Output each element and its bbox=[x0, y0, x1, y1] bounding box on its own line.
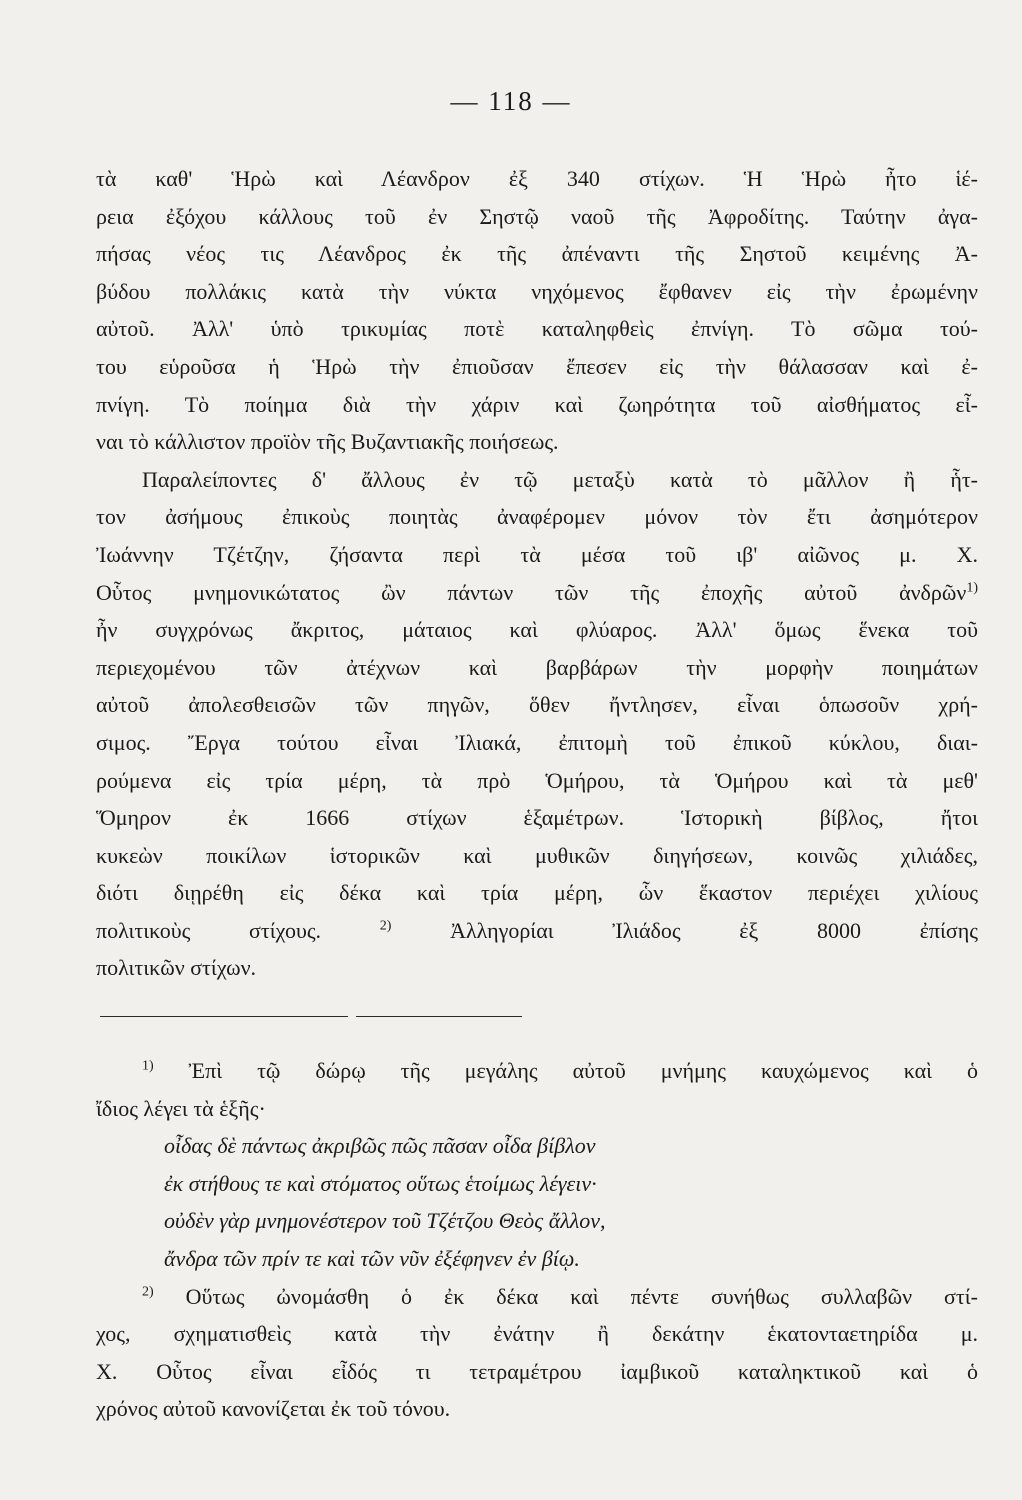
text-line-with-footnote bbox=[96, 912, 978, 950]
footnote-ref-1: 1) bbox=[966, 580, 978, 596]
text-line: ἦν συγχρόνως ἄκριτος, μάταιος καὶ φλύαρος. Ἀλλ' ὅμως ἕνεκα τοῦ bbox=[96, 617, 978, 643]
text-line: κυκεὼν ποικίλων ἱστορικῶν καὶ μυθικῶν διηγήσεων, κοινῶς χιλιάδες, bbox=[96, 842, 978, 868]
verse-line: ἐκ στήθους τε καὶ στόματος οὕτως ἑτοίμως λέγειν· bbox=[164, 1170, 597, 1196]
page-number: — 118 — bbox=[450, 86, 572, 116]
footnote-2-line: χος, σχηματισθεὶς κατὰ τὴν ἐνάτην ἢ δεκάτην ἑκατονταετηρίδα μ. bbox=[96, 1321, 978, 1347]
text-line: του εὑροῦσα ἡ Ἡρὼ τὴν ἐπιοῦσαν ἔπεσεν εἰς τὴν θάλασσαν καὶ ἐ- bbox=[96, 353, 978, 379]
text-line: Παραλείποντες δ' ἄλλους ἐν τῷ μεταξὺ κατὰ τὸ μᾶλλον ἢ ἧτ- bbox=[142, 466, 978, 492]
text-line: βύδου πολλάκις κατὰ τὴν νύκτα νηχόμενος ἔφθανεν εἰς τὴν ἐρωμένην bbox=[96, 278, 978, 304]
line-text: Ἐπὶ τῷ δώρῳ τῆς μεγάλης αὐτοῦ μνήμης καυχώμενος καὶ ὁ bbox=[188, 1058, 978, 1083]
text-line: αὐτοῦ ἀπολεσθεισῶν τῶν πηγῶν, ὅθεν ἤντλησεν, εἶναι ὁπωσοῦν χρή- bbox=[96, 692, 978, 718]
main-text bbox=[96, 160, 978, 987]
text-line: ρούμενα εἰς τρία μέρη, τὰ πρὸ Ὁμήρου, τὰ Ὁμήρου καὶ τὰ μεθ' bbox=[96, 767, 978, 793]
line-text: πολιτικοὺς στίχους. bbox=[96, 917, 322, 943]
line-text: Οὕτως ὠνομάσθη ὁ ἐκ δέκα καὶ πέντε συνήθως συλλαβῶν στί- bbox=[185, 1283, 978, 1309]
footnotes bbox=[96, 1052, 978, 1428]
text-line: σιμος. Ἔργα τούτου εἶναι Ἰλιακά, ἐπιτομὴ τοῦ ἐπικοῦ κύκλου, διαι- bbox=[96, 729, 978, 755]
footnote-separator bbox=[100, 1016, 348, 1017]
text-line: τὰ καθ' Ἡρὼ καὶ Λέανδρον ἐξ 340 στίχων. Ἡ Ἡρὼ ἦτο ἱέ- bbox=[96, 166, 978, 191]
text-line: Ἰωάννην Τζέτζην, ζήσαντα περὶ τὰ μέσα τοῦ ιβ' αἰῶνος μ. Χ. bbox=[96, 541, 978, 567]
verse-line: οἶδας δὲ πάντως ἀκριβῶς πῶς πᾶσαν οἶδα βίβλον bbox=[164, 1133, 596, 1159]
verse-line: οὐδὲν γὰρ μνημονέστερον τοῦ Τζέτζου Θεὸς ἄλλον, bbox=[164, 1208, 606, 1234]
text-line: διότι διῃρέθη εἰς δέκα καὶ τρία μέρη, ὧν ἕκαστον περιέχει χιλίους bbox=[96, 880, 978, 906]
footnote-2-line: Χ. Οὗτος εἶναι εἶδός τι τετραμέτρου ἰαμβικοῦ καταληκτικοῦ καὶ ὁ bbox=[96, 1358, 978, 1384]
text-line: πήσας νέος τις Λέανδρος ἐκ τῆς ἀπέναντι τῆς Σηστοῦ κειμένης Ἀ- bbox=[96, 241, 978, 267]
text-line: πολιτικῶν στίχων. bbox=[96, 955, 257, 981]
footnote-2-line bbox=[96, 1278, 978, 1316]
text-line: αὐτοῦ. Ἀλλ' ὑπὸ τρικυμίας ποτὲ καταληφθεὶς ἐπνίγη. Τὸ σῶμα τού- bbox=[96, 316, 978, 342]
text-line: ναι τὸ κάλλιστον προϊὸν τῆς Βυζαντιακῆς ποιήσεως. bbox=[96, 429, 559, 455]
footnote-1-line bbox=[96, 1052, 978, 1090]
footnote-1-line: ἴδιος λέγει τὰ ἑξῆς· bbox=[96, 1095, 266, 1121]
text-line: πνίγη. Τὸ ποίημα διὰ τὴν χάριν καὶ ζωηρότητα τοῦ αἰσθήματος εἶ- bbox=[96, 391, 978, 417]
text-line: Ὅμηρον ἐκ 1666 στίχων ἑξαμέτρων. Ἱστορικὴ βίβλος, ἤτοι bbox=[96, 805, 978, 831]
text-line: τον ἀσήμους ἐπικοὺς ποιητὰς ἀναφέρομεν μόνον τὸν ἔτι ἀσημότερον bbox=[96, 504, 978, 530]
text-line: περιεχομένου τῶν ἀτέχνων καὶ βαρβάρων τὴν μορφὴν ποιημάτων bbox=[96, 654, 978, 680]
footnote-ref-2: 2) bbox=[379, 918, 392, 934]
text-line: ρεια ἐξόχου κάλλους τοῦ ἐν Σηστῷ ναοῦ τῆς Ἀφροδίτης. Ταύτην ἀγα- bbox=[96, 203, 978, 229]
verse-line: ἄνδρα τῶν πρίν τε καὶ τῶν νῦν ἐξέφηνεν ἐν βίῳ. bbox=[164, 1245, 580, 1271]
line-text: Ἀλληγορίαι Ἰλιάδος ἐξ 8000 ἐπίσης bbox=[450, 917, 978, 943]
text-line-with-footnote bbox=[96, 574, 978, 612]
footnote-mark-2: 2) bbox=[142, 1284, 154, 1300]
footnote-separator bbox=[356, 1016, 522, 1017]
footnote-2-line: χρόνος αὐτοῦ κανονίζεται ἐκ τοῦ τόνου. bbox=[96, 1396, 451, 1422]
line-text: Οὗτος μνημονικώτατος ὢν πάντων τῶν τῆς ἐποχῆς αὐτοῦ ἀνδρῶν bbox=[96, 579, 967, 605]
footnote-mark-1: 1) bbox=[142, 1058, 154, 1074]
